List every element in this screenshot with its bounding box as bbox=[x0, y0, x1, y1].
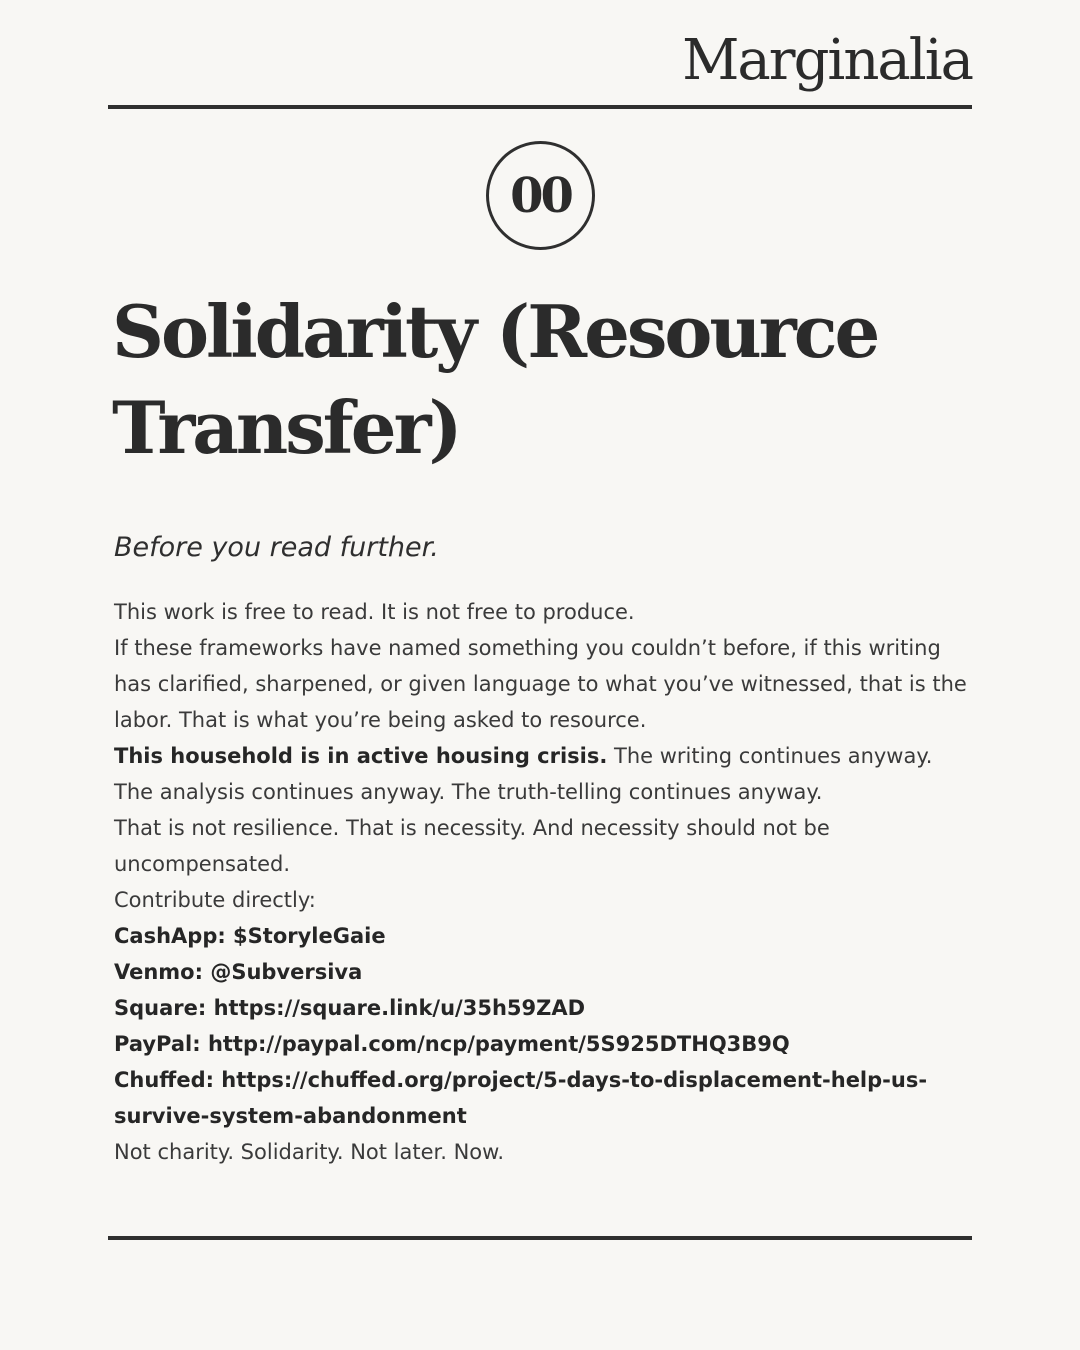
brand-wordmark: Marginalia bbox=[682, 28, 972, 93]
cashapp-handle[interactable]: CashApp: $StoryleGaie bbox=[114, 924, 386, 948]
body-paragraph: This work is free to read. It is not free to produce. bbox=[114, 600, 635, 624]
closing-line: Not charity. Solidarity. Not later. Now. bbox=[114, 1140, 505, 1164]
body-text bbox=[114, 594, 972, 1170]
page-title: Solidarity (Resource Transfer) bbox=[112, 289, 878, 470]
body-paragraph: That is not resilience. That is necessity. And necessity should not be uncompensated. bbox=[114, 816, 830, 876]
square-link[interactable]: Square: https://square.link/u/35h59ZAD bbox=[114, 996, 586, 1020]
paragraph-rest: The writing continues anyway. The analysis continues anyway. The truth-telling continues anyway. bbox=[114, 744, 933, 804]
subtitle: Before you read further. bbox=[114, 532, 439, 563]
paypal-link[interactable]: PayPal: http://paypal.com/ncp/payment/5S925DTHQ3B9Q bbox=[114, 1032, 790, 1056]
contribute-label: Contribute directly: bbox=[114, 888, 316, 912]
header-rule bbox=[108, 105, 972, 109]
venmo-handle[interactable]: Venmo: @Subversiva bbox=[114, 960, 363, 984]
bold-lead: This household is in active housing crisis. bbox=[114, 744, 608, 768]
chuffed-link[interactable]: Chuffed: https://chuffed.org/project/5-days-to-displacement-help-us-survive-system-abandonment bbox=[114, 1068, 928, 1128]
section-number-badge: 00 bbox=[486, 141, 595, 250]
body-paragraph: If these frameworks have named something you couldn’t before, if this writing has clarified, sharpened, or given language to what you’ve witnessed, that is the labor. That is what you’re being asked to resource. bbox=[114, 636, 967, 732]
body-paragraph bbox=[114, 738, 972, 810]
footer-rule bbox=[108, 1236, 972, 1240]
